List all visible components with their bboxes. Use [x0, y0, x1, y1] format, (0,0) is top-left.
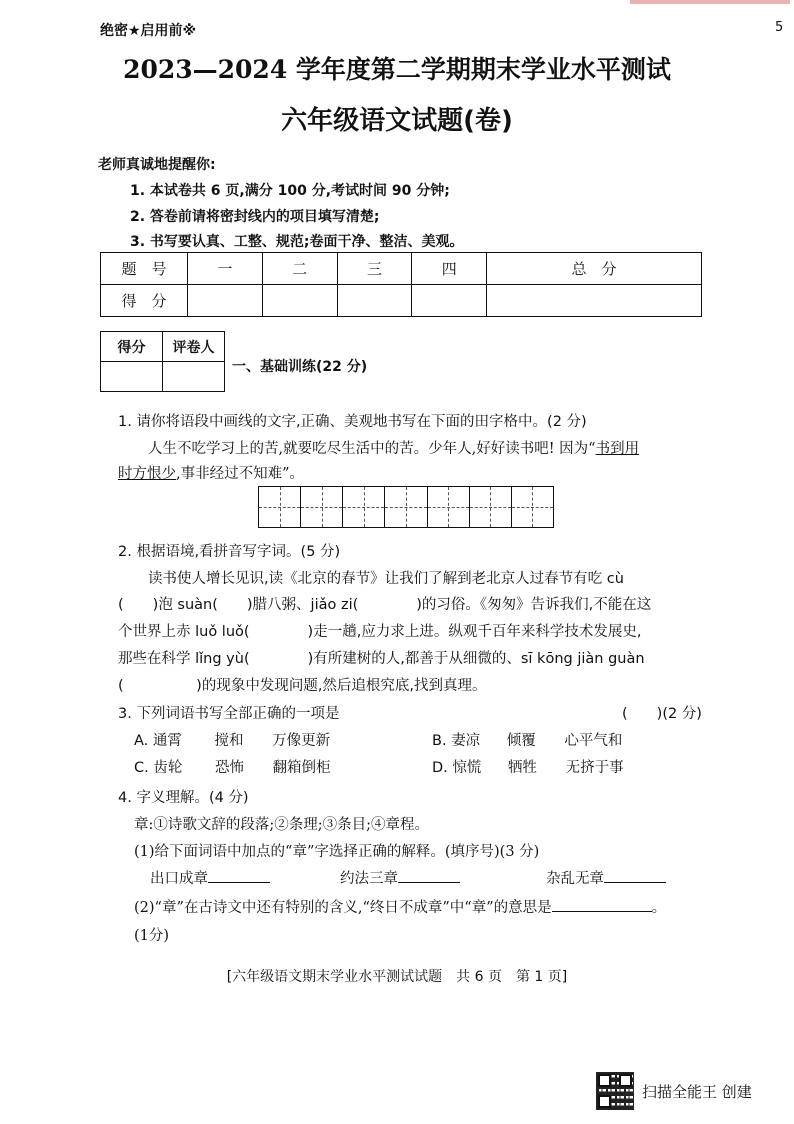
scanner-watermark: 扫描全能王 创建: [642, 1083, 752, 1101]
q1-underlined-text: 书到用: [595, 441, 640, 457]
answer-blank[interactable]: [552, 897, 652, 912]
answer-blank[interactable]: [208, 868, 270, 883]
exam-title: 2023—2024 学年度第二学期期末学业水平测试: [123, 55, 671, 84]
q4-sub2-text: (2)“章”在古诗文中还有特别的含义,“终日不成章”中“章”的意思是: [134, 900, 552, 916]
q3-option-b: [432, 729, 622, 750]
option-word: 牺牲: [508, 760, 537, 776]
option-word: 心平气和: [564, 733, 623, 749]
option-word: 倾覆: [506, 733, 536, 749]
grader-name-cell: [163, 362, 225, 392]
tianzige-cell[interactable]: [385, 487, 427, 527]
q2-line: 那些在科学 lǐng yù( )有所建树的人,都善于从细微的、sī kōng jiàn guàn: [118, 651, 645, 667]
score-cell: [487, 285, 702, 317]
score-header-cell: 四: [412, 253, 487, 285]
score-header-cell: 三: [337, 253, 412, 285]
q4-word3-group: [546, 867, 666, 888]
score-table: [100, 252, 702, 317]
tianzige-grid[interactable]: [258, 486, 554, 528]
qr-code-icon: [596, 1072, 634, 1110]
reminder-heading: 老师真诚地提醒你:: [98, 157, 216, 173]
option-label: C. 齿轮: [134, 760, 183, 776]
q4-word1-group: [150, 867, 270, 888]
q4-sub1: (1)给下面词语中加点的“章”字选择正确的解释。(填序号)(3 分): [134, 844, 540, 860]
secret-label: 绝密★启用前※: [100, 23, 197, 39]
answer-blank[interactable]: [398, 868, 460, 883]
option-label: D. 惊慌: [432, 760, 482, 776]
q4-definition: 章:①诗歌文辞的段落;②条理;③条目;④章程。: [134, 817, 430, 833]
score-cell: [337, 285, 412, 317]
section1-heading: 一、基础训练(22 分): [232, 359, 368, 375]
option-label: B. 妻凉: [432, 733, 481, 749]
q4-sub2-end: 。: [651, 900, 667, 916]
q4-word2: 约法三章: [340, 871, 398, 887]
option-word: 搅和: [214, 733, 244, 749]
score-cell: [188, 285, 263, 317]
q1-passage-line1: [148, 437, 639, 458]
tianzige-cell[interactable]: [512, 487, 553, 527]
option-label: A. 通霄: [134, 733, 182, 749]
q2-line: 读书使人增长见识,读《北京的春节》让我们了解到老北京人过春节有吃 cù: [148, 571, 624, 587]
q3-option-a: [134, 729, 330, 750]
reminder-item: 2. 答卷前请将密封线内的项目填写清楚;: [130, 209, 380, 225]
tianzige-cell[interactable]: [343, 487, 385, 527]
score-row-label: 得 分: [101, 285, 188, 317]
option-word: 无挤于事: [565, 760, 624, 776]
option-word: 恐怖: [214, 760, 244, 776]
q4-sub2: [134, 896, 666, 917]
page-corner-number: 5: [775, 20, 784, 35]
q1-passage-line2: [118, 462, 304, 483]
q4-word2-group: [340, 867, 460, 888]
score-header-cell: 一: [188, 253, 263, 285]
q3-stem: 3. 下列词语书写全部正确的一项是: [118, 706, 340, 722]
grader-name-label: 评卷人: [163, 332, 225, 362]
answer-blank[interactable]: [604, 868, 666, 883]
q1-underlined-text: 时方恨少: [118, 466, 176, 482]
q1-stem: 1. 请你将语段中画线的文字,正确、美观地书写在下面的田字格中。(2 分): [118, 414, 587, 430]
top-edge-mark: [630, 0, 790, 4]
q4-sub2-score: (1分): [134, 928, 170, 944]
q4-stem: 4. 字义理解。(4 分): [118, 790, 249, 806]
score-header-cell: 二: [262, 253, 337, 285]
q3-option-d: [432, 756, 624, 777]
tianzige-cell[interactable]: [301, 487, 343, 527]
q2-line: 个世界上赤 luǒ luǒ( )走一趟,应力求上进。纵观千百年来科学技术发展史,: [118, 624, 642, 640]
q3-answer-bracket[interactable]: ( )(2 分): [622, 706, 702, 722]
option-word: 翻箱倒柜: [272, 760, 331, 776]
q2-stem: 2. 根据语境,看拼音写字词。(5 分): [118, 544, 341, 560]
tianzige-cell[interactable]: [259, 487, 301, 527]
score-header-cell: 总 分: [487, 253, 702, 285]
grader-score-cell: [101, 362, 163, 392]
q4-word1: 出口成章: [150, 871, 208, 887]
q2-line: ( )泡 suàn( )腊八粥、jiǎo zi( )的习俗。《匆匆》告诉我们,不能在这: [118, 597, 652, 613]
page-footer: [六年级语文期末学业水平测试试题 共 6 页 第 1 页]: [226, 969, 568, 985]
q2-line: ( )的现象中发现问题,然后追根究底,找到真理。: [118, 678, 487, 694]
reminder-item: 3. 书写要认真、工整、规范;卷面干净、整洁、美观。: [130, 234, 464, 250]
tianzige-cell[interactable]: [470, 487, 512, 527]
q3-option-c: [134, 756, 331, 777]
score-cell: [412, 285, 487, 317]
option-word: 万像更新: [272, 733, 331, 749]
grader-table: [100, 331, 225, 392]
grader-score-label: 得分: [101, 332, 163, 362]
q1-text: 人生不吃学习上的苦,就要吃尽生活中的苦。少年人,好好读书吧! 因为“: [148, 441, 596, 457]
q1-text: ,事非经过不知难”。: [176, 466, 305, 482]
reminder-item: 1. 本试卷共 6 页,满分 100 分,考试时间 90 分钟;: [130, 183, 450, 199]
q4-word3: 杂乱无章: [546, 871, 604, 887]
exam-subtitle: 六年级语文试题(卷): [281, 106, 513, 136]
score-cell: [262, 285, 337, 317]
score-header-cell: 题 号: [101, 253, 188, 285]
tianzige-cell[interactable]: [428, 487, 470, 527]
